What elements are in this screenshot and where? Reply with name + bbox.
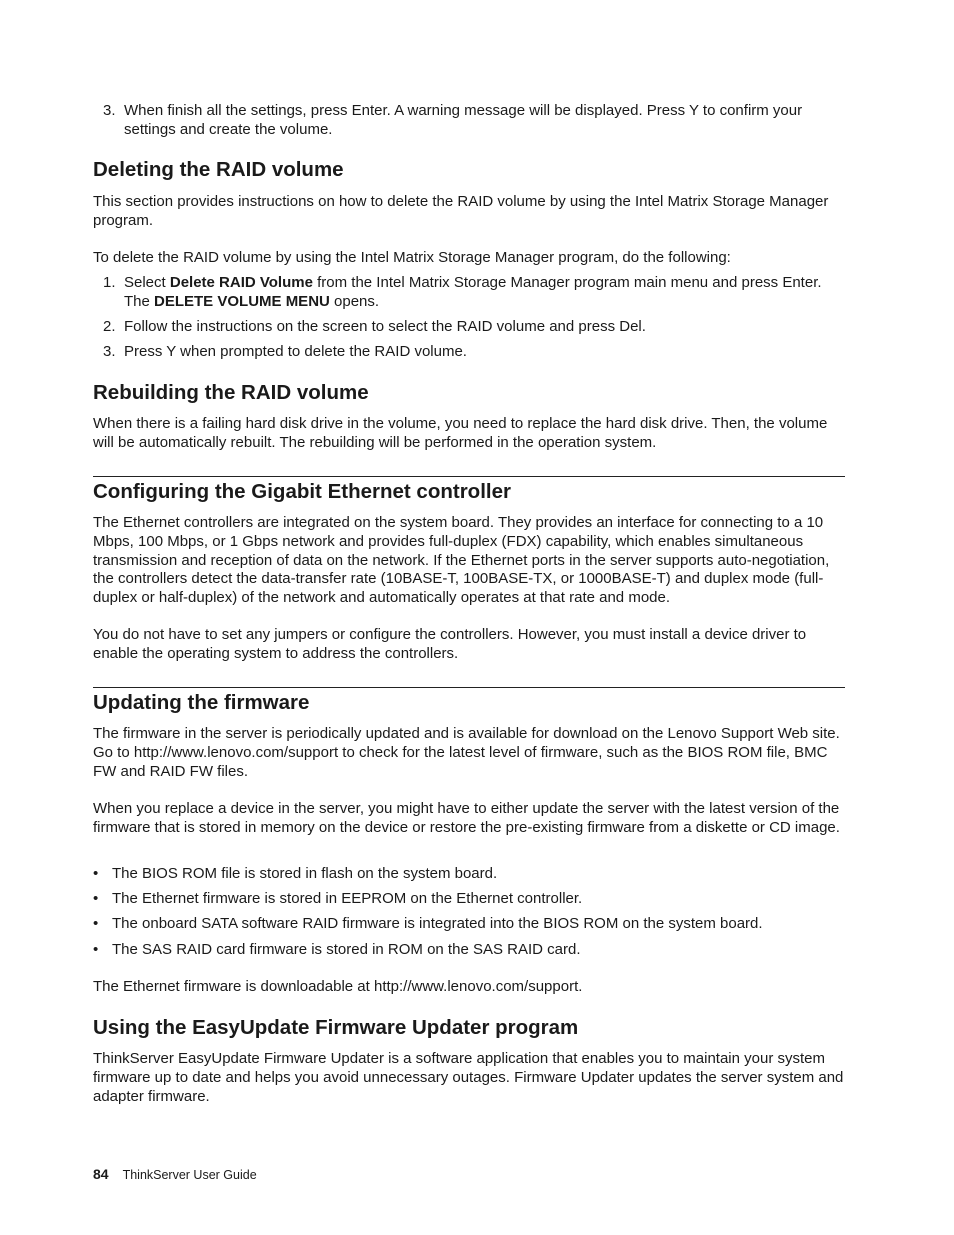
heading-deleting-raid: Deleting the RAID volume bbox=[93, 158, 344, 181]
document-title: ThinkServer User Guide bbox=[122, 1168, 257, 1182]
list-text: When finish all the settings, press Enter. A warning message will be displayed. Press Y to confirm your settings and create the volume. bbox=[124, 102, 803, 138]
paragraph: ThinkServer EasyUpdate Firmware Updater is a software application that enables you to maintain your system firmware up to date and helps you avoid unnecessary outages. Firmware Updater updates the server system and adapter firmware. bbox=[93, 1050, 844, 1105]
bullet-text: The SAS RAID card firmware is stored in ROM on the SAS RAID card. bbox=[112, 941, 581, 958]
paragraph: When there is a failing hard disk drive in the volume, you need to replace the hard disk drive. Then, the volume will be automatically rebuilt. The rebuilding will be performed in the operation system. bbox=[93, 415, 828, 451]
paragraph: This section provides instructions on how to delete the RAID volume by using the Intel Matrix Storage Manager program. bbox=[93, 193, 829, 229]
section-divider bbox=[93, 476, 845, 477]
bullet-icon: • bbox=[93, 890, 99, 907]
bullet-text: The onboard SATA software RAID firmware is integrated into the BIOS ROM on the system board. bbox=[112, 915, 763, 932]
list-number: 3. bbox=[103, 343, 116, 360]
page-footer bbox=[93, 1166, 257, 1182]
bullet-icon: • bbox=[93, 865, 99, 882]
list-number: 1. bbox=[103, 274, 116, 291]
text-run: from the Intel Matrix Storage Manager program main menu and press Enter. The bbox=[124, 274, 822, 310]
paragraph: You do not have to set any jumpers or configure the controllers. However, you must install a device driver to enable the operating system to address the controllers. bbox=[93, 626, 807, 662]
paragraph: When you replace a device in the server, you might have to either update the server with the latest version of the firmware that is stored in memory on the device or restore the pre-existing firmware from a diskette or CD image. bbox=[93, 800, 840, 836]
heading-easyupdate: Using the EasyUpdate Firmware Updater program bbox=[93, 1016, 579, 1039]
paragraph: The Ethernet firmware is downloadable at http://www.lenovo.com/support. bbox=[93, 978, 583, 995]
paragraph: To delete the RAID volume by using the Intel Matrix Storage Manager program, do the following: bbox=[93, 249, 731, 266]
ui-term: DELETE VOLUME MENU bbox=[154, 292, 330, 310]
paragraph: The firmware in the server is periodically updated and is available for download on the Lenovo Support Web site. Go to http://www.lenovo.com/support to check for the latest level of firmware, such as the BIOS ROM file, BMC FW and RAID FW files. bbox=[93, 725, 840, 780]
bullet-text: The Ethernet firmware is stored in EEPROM on the Ethernet controller. bbox=[112, 890, 583, 907]
list-number: 3. bbox=[103, 102, 116, 119]
heading-ethernet: Configuring the Gigabit Ethernet controller bbox=[93, 480, 511, 503]
heading-firmware: Updating the firmware bbox=[93, 691, 310, 714]
bullet-icon: • bbox=[93, 915, 99, 932]
paragraph: The Ethernet controllers are integrated on the system board. They provides an interface for connecting to a 10 Mbps, 100 Mbps, or 1 Gbps network and provides full-duplex (FDX) capability, which enables simultaneous transmission and reception of data on the network. If the Ethernet ports in the server supports auto-negotiation, the controllers detect the data-transfer rate (10BASE-T, 100BASE-TX, or 1000BASE-T) and duplex mode (full-duplex or half-duplex) of the network and automatically operates at that rate and mode. bbox=[93, 514, 830, 607]
bullet-icon: • bbox=[93, 941, 99, 958]
section-divider bbox=[93, 687, 845, 688]
ui-term: Delete RAID Volume bbox=[169, 274, 313, 291]
page-number: 84 bbox=[93, 1166, 109, 1182]
list-number: 2. bbox=[103, 318, 116, 335]
text-run: Select bbox=[124, 274, 170, 291]
list-text bbox=[124, 274, 845, 312]
text-run: opens. bbox=[329, 292, 380, 310]
list-text: Press Y when prompted to delete the RAID volume. bbox=[124, 343, 467, 360]
bullet-text: The BIOS ROM file is stored in flash on the system board. bbox=[112, 865, 498, 882]
heading-rebuilding-raid: Rebuilding the RAID volume bbox=[93, 381, 369, 404]
list-text: Follow the instructions on the screen to select the RAID volume and press Del. bbox=[124, 318, 646, 335]
